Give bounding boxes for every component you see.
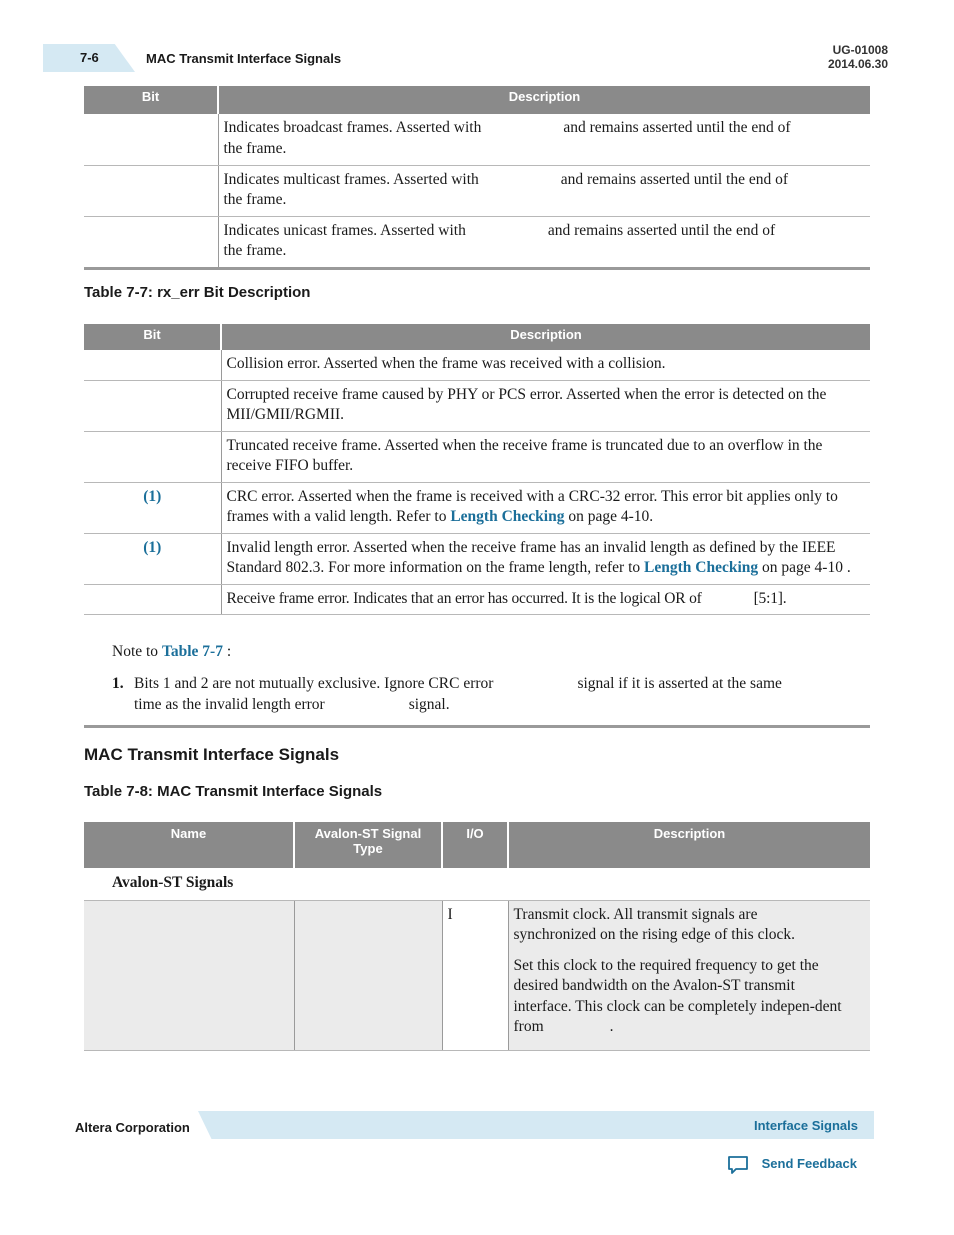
desc-text: on page 4-10 . <box>758 559 851 576</box>
group-label: Avalon-ST Signals <box>84 868 870 900</box>
bit-cell <box>84 533 221 584</box>
col-header-bit: Bit <box>84 86 218 114</box>
io-cell: I <box>442 900 508 1050</box>
section-title: MAC Transmit Interface Signals <box>84 745 340 764</box>
running-title: MAC Transmit Interface Signals <box>146 51 342 66</box>
desc-text: Indicates unicast frames. Asserted with <box>223 221 466 239</box>
description-cell: Truncated receive frame. Asserted when the receive frame is truncated due to an overflow in the receive FIFO buffer. <box>221 431 870 482</box>
bit-cell <box>84 584 221 615</box>
description-cell <box>218 216 870 267</box>
note-text: signal. <box>408 696 450 713</box>
note-text: Bits 1 and 2 are not mutually exclusive. Ignore CRC error <box>134 675 494 692</box>
table-mac-transmit-signals <box>84 822 870 1051</box>
footer-chapter-link[interactable]: Interface Signals <box>753 1118 858 1133</box>
bit-cell <box>84 165 218 216</box>
footnote-ref-link[interactable]: (1) <box>143 487 162 505</box>
doc-id: UG-01008 <box>832 43 888 57</box>
table-caption: Table 7-8: MAC Transmit Interface Signals <box>84 783 383 800</box>
desc-text: the frame. <box>223 191 287 208</box>
desc-text: Indicates broadcast frames. Asserted with <box>223 119 482 136</box>
bit-cell <box>84 350 221 380</box>
col-header-description: Description <box>221 324 870 350</box>
col-header-name: Name <box>84 822 294 868</box>
description-cell <box>508 900 870 1050</box>
doc-id-block <box>828 43 888 71</box>
col-header-signal-type: Avalon-ST Signal Type <box>294 822 442 868</box>
table-bottom-rule <box>84 267 870 270</box>
table-row <box>84 350 870 380</box>
desc-text: Indicates multicast frames. Asserted with <box>223 170 479 188</box>
desc-text: the frame. <box>223 139 287 157</box>
desc-text: Invalid length error. Asserted when the receive frame has an invalid length as defined by the IEEE Standard 802.3. For more information on the frame length, refer to <box>226 538 836 576</box>
note-text: time as the invalid length error <box>134 696 325 713</box>
note-text: Note to <box>112 643 162 660</box>
table-row <box>84 114 870 165</box>
description-cell <box>221 584 870 615</box>
bit-cell <box>84 380 221 431</box>
table-row <box>84 482 870 533</box>
table-bottom-rule <box>84 725 870 728</box>
group-row <box>84 868 870 900</box>
doc-date: 2014.06.30 <box>827 57 888 71</box>
desc-text: and remains asserted until the end of <box>560 170 789 188</box>
desc-text: and remains asserted until the end of <box>563 119 791 136</box>
table-row <box>84 216 870 267</box>
col-header-description: Description <box>508 822 870 868</box>
desc-text: . <box>609 1018 614 1035</box>
description-cell <box>221 533 870 584</box>
send-feedback-link[interactable]: Send Feedback <box>761 1156 857 1171</box>
description-cell <box>221 482 870 533</box>
feedback-icon[interactable] <box>727 1155 749 1175</box>
desc-paragraph <box>514 956 844 1038</box>
desc-paragraph: Transmit clock. All transmit signals are synchronized on the rising edge of this clock. <box>513 905 796 943</box>
table-caption: Table 7-7: rx_err Bit Description <box>84 284 311 301</box>
note-text: : <box>222 643 232 660</box>
desc-text: on page 4-10. <box>564 508 654 525</box>
table-row <box>84 533 870 584</box>
table-note-1 <box>112 673 852 715</box>
desc-text: CRC error. Asserted when the frame is received with a CRC-32 error. This error bit applies only to frames with a valid length. Refer to <box>226 487 838 525</box>
table-7-7-link[interactable]: Table 7-7 <box>161 643 223 660</box>
desc-text: the frame. <box>223 242 287 259</box>
length-checking-link[interactable]: Length Checking <box>450 508 565 525</box>
table-rx-status-continued <box>84 86 870 267</box>
bit-cell <box>84 114 218 165</box>
table-row <box>84 900 870 1050</box>
table-rx-err <box>84 324 870 615</box>
page-number: 7-6 <box>80 50 99 65</box>
description-cell: Corrupted receive frame caused by PHY or PCS error. Asserted when the error is detected on the MII/GMII/RGMII. <box>221 380 870 431</box>
description-cell: Collision error. Asserted when the frame was received with a collision. <box>221 350 870 380</box>
description-cell <box>218 165 870 216</box>
footer-company: Altera Corporation <box>75 1120 190 1135</box>
description-cell <box>218 114 870 165</box>
length-checking-link[interactable]: Length Checking <box>644 559 759 576</box>
name-cell <box>84 900 294 1050</box>
table-row <box>84 584 870 615</box>
col-header-io: I/O <box>442 822 508 868</box>
col-header-description: Description <box>218 86 870 114</box>
desc-text: Set this clock to the required frequency to get the desired bandwidth on the Avalon-ST transmit interface. This clock can be completely indepen-dent from <box>513 956 842 1035</box>
note-number: 1. <box>112 675 124 692</box>
bit-cell <box>84 431 221 482</box>
signal-type-cell <box>294 900 442 1050</box>
table-note-intro <box>112 643 231 661</box>
table-row <box>84 431 870 482</box>
desc-text: Receive frame error. Indicates that an error has occurred. It is the logical OR of <box>226 589 702 607</box>
bit-cell <box>84 482 221 533</box>
footnote-ref-link[interactable]: (1) <box>143 538 162 556</box>
note-text: signal if it is asserted at the same <box>577 675 782 692</box>
table-row <box>84 165 870 216</box>
table-row <box>84 380 870 431</box>
col-header-bit: Bit <box>84 324 221 350</box>
desc-text: and remains asserted until the end of <box>547 221 776 239</box>
desc-text: [5:1]. <box>753 589 787 607</box>
bit-cell <box>84 216 218 267</box>
